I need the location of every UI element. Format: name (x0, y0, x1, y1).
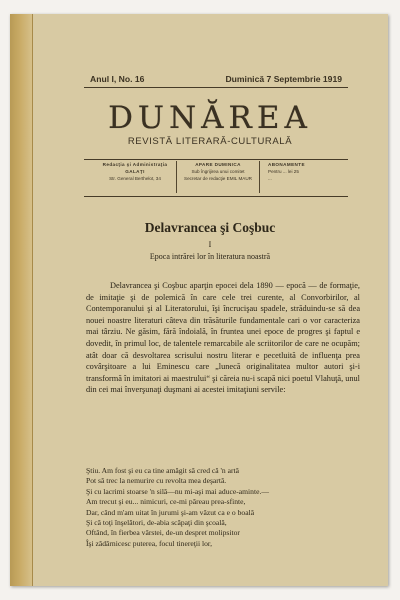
page-sheet (32, 14, 388, 586)
article-paragraph: Delavrancea şi Coşbuc aparţin epocei dela 1890 — epocă — de formaţie, de imitaţie şi de polemică în care cele trei curente, al Convorbirilor, al Contemporanului şi al Literatorului, îşi încrucişau spadele, străduindu-se să dea nouei noastre literaturi câteva din trăsăturile fundamentale cari o vor caracteriza mai târziu. Ne găsim, fără îndoială, în fruntea unei epoce de progres şi faptul e dovedit, în primul loc, de talentele remarcabile ale scriitorilor de care ne ocupăm; atât doar că desvoltarea scrisului nostru literar e pecetluită de influenţa prea covârşitoare a lui Eminescu care „lunecă originalitatea multor autori şi-i transformă în imitatori ai maestrului“ şi căreia nu-i scapă nici poetul Vlahuţă, unul din cei mai înverşunaţi duşmani ai acestei imitaţiuni servile: (86, 281, 360, 395)
article-title: Delavrancea şi Coşbuc (144, 220, 276, 235)
info-subscriptions-line-2: Pentru ... lei 25 (268, 169, 299, 174)
info-address-line-2: GALAŢI (125, 169, 145, 174)
poem-line: Oftând, în fierbea vârstei, de-un despret molipsitor (86, 528, 240, 538)
info-box (94, 161, 348, 193)
magazine-title: DUNĂREA (108, 100, 312, 136)
poem-line: Ştiu. Am fost şi eu ca tine amăgit să cred că 'n artă (86, 466, 239, 475)
poem-line: Îşi zădărnicesc puterea, focul tinereţii lor, (86, 538, 212, 548)
info-publishing-line-2: Sub îngrijirea unui comitet (191, 169, 245, 174)
info-subscriptions (260, 161, 348, 193)
info-publishing-line-1: APARE DUMINICA (195, 162, 241, 167)
poem-line: Şi că toţi înşelători, de-abia scăpaţi din şcoală, (86, 518, 227, 528)
issue-row (90, 74, 342, 84)
info-publishing-line-3: Secretar de redacţie EMIL MAUR (184, 176, 252, 181)
article-section-title: Epoca intrărei lor în literatura noastră (149, 252, 271, 261)
info-publishing (176, 161, 260, 193)
info-bottom-rule (84, 196, 348, 197)
issue-number: Anul I, No. 16 (90, 74, 145, 84)
poem-line: Şi cu lacrimi stoarse 'n silă—nu mi-aşi mai aduce-aminte.— (86, 486, 269, 496)
magazine-page (10, 14, 388, 586)
poem-quote (86, 466, 360, 549)
info-address (94, 161, 176, 193)
info-subscriptions-line-1: ABONAMENTE (268, 162, 305, 167)
article-numeral: I (208, 240, 212, 249)
info-subscriptions-line-3: ... (268, 176, 272, 181)
issue-date: Duminică 7 Septembrie 1919 (225, 74, 342, 84)
info-address-line-3: Str. General Berthelot, 34 (109, 176, 161, 181)
magazine-subtitle: REVISTĂ LITERARĂ-CULTURALĂ (127, 136, 293, 147)
info-top-rule (84, 159, 348, 160)
article-body (86, 280, 360, 396)
info-address-line-1: Redacţia şi Administraţia (102, 162, 168, 167)
poem-line: Pot să trec la nemurire cu revolta mea deşartă. (86, 476, 227, 486)
top-rule (84, 87, 348, 88)
binding-spine (10, 14, 33, 586)
poem-line: Am trecut şi eu... nimicuri, ce-mi păreau prea-sfinte, (86, 497, 246, 507)
poem-line: Dar, când m'am uitat în jurumi şi-am văzut ca e o boală (86, 507, 255, 517)
